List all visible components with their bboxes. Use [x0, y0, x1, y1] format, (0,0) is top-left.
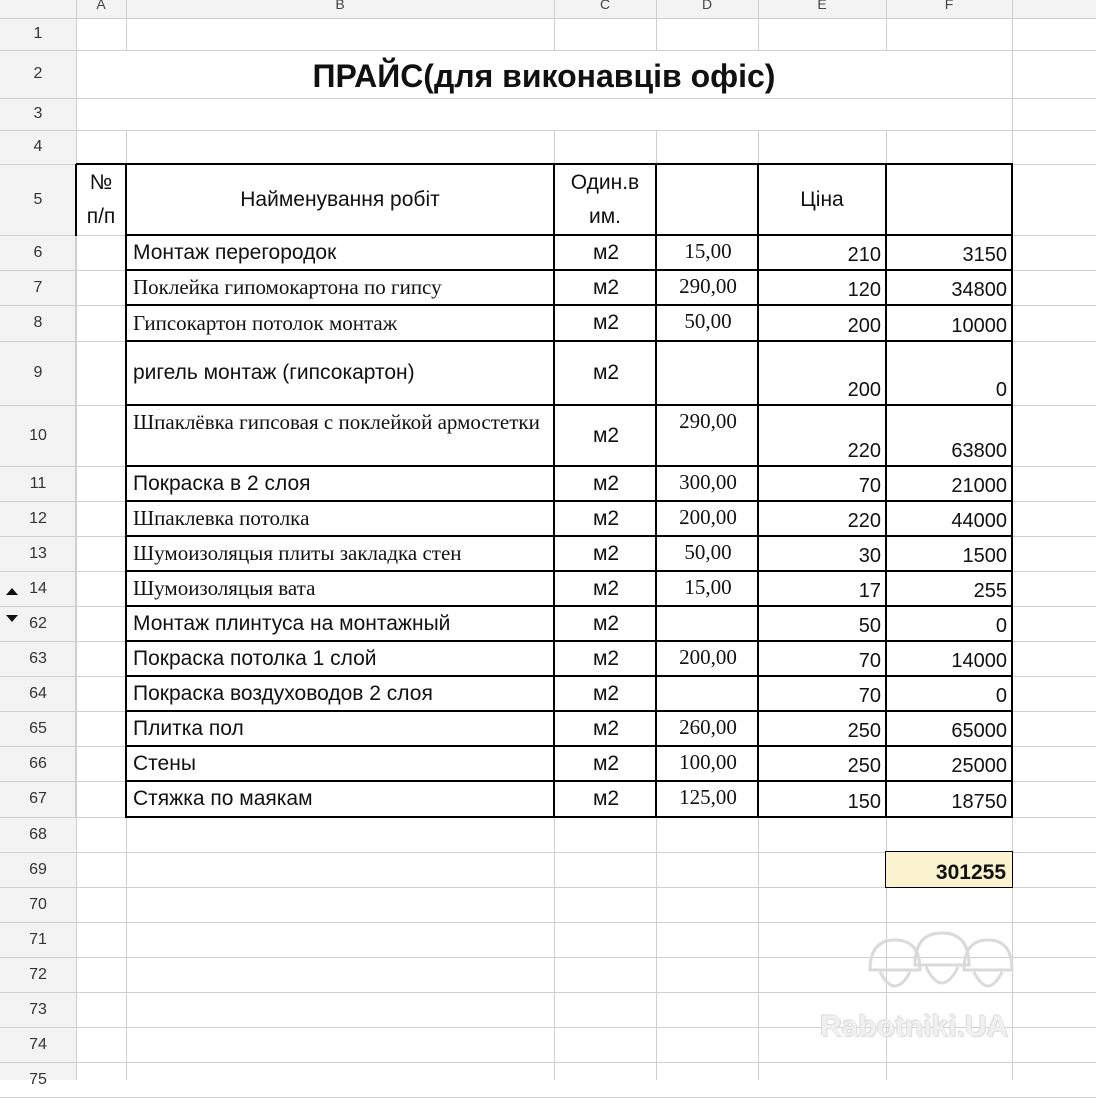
column-header-b[interactable]: B: [335, 0, 345, 12]
unit-cell[interactable]: м2: [592, 752, 620, 775]
quantity-cell[interactable]: 50,00: [684, 540, 732, 564]
column-header-a[interactable]: A: [96, 0, 106, 12]
unit-cell[interactable]: м2: [592, 577, 620, 600]
group-collapse-icon[interactable]: [6, 615, 18, 622]
row-number[interactable]: 13: [29, 545, 47, 562]
header-no[interactable]: [76, 166, 126, 234]
quantity-cell[interactable]: 260,00: [679, 715, 737, 739]
quantity-cell[interactable]: [658, 608, 758, 636]
work-name-cell[interactable]: Шумоизоляцыя плиты закладка стен: [133, 541, 462, 565]
table-border-v: [553, 164, 555, 817]
sum-cell[interactable]: 1500: [962, 545, 1007, 567]
quantity-cell[interactable]: 125,00: [679, 785, 737, 809]
row-number[interactable]: 1: [33, 25, 43, 42]
row-number[interactable]: 67: [29, 790, 47, 807]
unit-cell[interactable]: м2: [592, 424, 620, 447]
work-name-cell[interactable]: Шпаклёвка гипсовая с поклейкой армостетки: [133, 410, 540, 434]
price-cell[interactable]: 200: [847, 379, 881, 401]
row-number[interactable]: 10: [29, 427, 47, 444]
h-gridline: [0, 130, 1096, 131]
h-gridline-title: [76, 98, 1012, 99]
row-number[interactable]: 72: [29, 966, 47, 983]
row-number[interactable]: 64: [29, 685, 47, 702]
h-gridline: [0, 922, 1096, 923]
work-name-cell[interactable]: Монтаж перегородок: [133, 241, 337, 264]
price-cell[interactable]: 250: [847, 720, 881, 742]
unit-cell[interactable]: м2: [592, 241, 620, 264]
quantity-cell[interactable]: 15,00: [684, 239, 732, 263]
price-cell[interactable]: 220: [847, 440, 881, 462]
quantity-cell[interactable]: 15,00: [684, 575, 732, 599]
row-number[interactable]: 2: [33, 65, 43, 82]
builders-helmet-icon: [860, 925, 1020, 1005]
header-price[interactable]: Ціна: [800, 188, 844, 211]
work-name-cell[interactable]: Монтаж плинтуса на монтажный: [133, 612, 451, 635]
row-number[interactable]: 8: [33, 314, 43, 331]
row-number[interactable]: 62: [29, 615, 47, 632]
price-cell[interactable]: 120: [847, 279, 881, 301]
sum-cell[interactable]: 18750: [951, 791, 1007, 813]
quantity-cell[interactable]: 50,00: [684, 309, 732, 333]
unit-cell[interactable]: м2: [592, 542, 620, 565]
sum-cell[interactable]: 21000: [951, 475, 1007, 497]
sheet-title[interactable]: ПРАЙС(для виконавців офіс): [312, 58, 776, 94]
row-number[interactable]: 75: [29, 1071, 47, 1088]
work-name-cell[interactable]: Покраска в 2 слоя: [133, 472, 311, 495]
row-number[interactable]: 7: [33, 279, 43, 296]
h-gridline: [0, 18, 1096, 19]
unit-cell[interactable]: м2: [592, 717, 620, 740]
price-cell[interactable]: 70: [858, 475, 881, 497]
price-cell[interactable]: 210: [847, 244, 881, 266]
work-name-cell[interactable]: Поклейка гипомокартона по гипсу: [133, 275, 442, 299]
sum-cell[interactable]: 0: [995, 379, 1007, 401]
work-name-cell[interactable]: Плитка пол: [133, 717, 244, 740]
work-name-cell[interactable]: Стяжка по маякам: [133, 787, 313, 810]
unit-cell[interactable]: м2: [592, 311, 620, 334]
price-cell[interactable]: 17: [858, 580, 881, 602]
work-name-cell[interactable]: Стены: [133, 752, 196, 775]
quantity-cell[interactable]: 290,00: [679, 409, 737, 433]
header-unit[interactable]: [554, 166, 656, 234]
sum-cell[interactable]: 0: [995, 615, 1007, 637]
quantity-cell[interactable]: 200,00: [679, 645, 737, 669]
price-cell[interactable]: 200: [847, 315, 881, 337]
header-no-line2: п/п: [86, 205, 116, 228]
row-number[interactable]: 5: [33, 191, 43, 208]
row-number[interactable]: 69: [29, 861, 47, 878]
quantity-cell[interactable]: 300,00: [679, 470, 737, 494]
row-number[interactable]: 65: [29, 720, 47, 737]
row-number[interactable]: 3: [33, 105, 43, 122]
quantity-cell[interactable]: 290,00: [679, 274, 737, 298]
work-name-cell[interactable]: Гипсокартон потолок монтаж: [133, 311, 398, 335]
row-number[interactable]: 9: [33, 364, 43, 381]
sum-cell[interactable]: 0: [995, 685, 1007, 707]
sum-cell[interactable]: 3150: [962, 244, 1007, 266]
unit-cell[interactable]: м2: [592, 612, 620, 635]
table-border-v: [125, 164, 127, 817]
row-number[interactable]: 4: [33, 138, 43, 155]
work-name-cell[interactable]: ригель монтаж (гипсокартон): [133, 361, 415, 384]
work-name-cell[interactable]: Покраска потолка 1 слой: [133, 647, 377, 670]
unit-cell[interactable]: м2: [592, 507, 620, 530]
header-unit-line1: Один.в: [570, 171, 640, 194]
row-number[interactable]: 11: [29, 475, 47, 492]
sum-cell[interactable]: 63800: [951, 440, 1007, 462]
header-work-name[interactable]: Найменування робіт: [240, 188, 440, 211]
row-number[interactable]: 68: [29, 826, 47, 843]
quantity-cell[interactable]: 200,00: [679, 505, 737, 529]
sum-cell[interactable]: 10000: [951, 315, 1007, 337]
price-cell[interactable]: 250: [847, 755, 881, 777]
header-no-line1: №: [89, 171, 113, 194]
table-border-v: [1011, 164, 1013, 817]
group-expand-icon[interactable]: [6, 588, 18, 595]
price-cell[interactable]: 50: [858, 615, 881, 637]
watermark: [810, 925, 1080, 1055]
total-value[interactable]: 301255: [935, 861, 1006, 884]
work-name-cell[interactable]: Покраска воздуховодов 2 слоя: [133, 682, 433, 705]
unit-cell[interactable]: м2: [592, 647, 620, 670]
row-number[interactable]: 74: [29, 1036, 47, 1053]
price-cell[interactable]: 70: [858, 650, 881, 672]
row-number[interactable]: 66: [29, 755, 47, 772]
column-header-f[interactable]: F: [944, 0, 954, 12]
sum-cell[interactable]: 25000: [951, 755, 1007, 777]
row-number[interactable]: 6: [33, 244, 43, 261]
table-border-v: [885, 164, 887, 817]
sum-cell[interactable]: 44000: [951, 510, 1007, 532]
table-border-h: [125, 163, 1013, 165]
sum-cell[interactable]: 14000: [951, 650, 1007, 672]
row-number[interactable]: 12: [29, 510, 47, 527]
sum-cell[interactable]: 34800: [951, 279, 1007, 301]
h-gridline: [0, 1062, 1096, 1063]
sum-cell[interactable]: 65000: [951, 720, 1007, 742]
sum-cell[interactable]: 255: [973, 580, 1007, 602]
row-number[interactable]: 14: [29, 580, 47, 597]
quantity-cell[interactable]: 100,00: [679, 750, 737, 774]
title-cell-extra: [77, 99, 1012, 130]
row-number[interactable]: 73: [29, 1001, 47, 1018]
unit-cell[interactable]: м2: [592, 361, 620, 384]
quantity-cell[interactable]: [658, 678, 758, 706]
column-header-e[interactable]: E: [817, 0, 827, 12]
unit-cell[interactable]: м2: [592, 682, 620, 705]
price-cell[interactable]: 30: [858, 545, 881, 567]
price-cell[interactable]: 150: [847, 791, 881, 813]
unit-cell[interactable]: м2: [592, 787, 620, 810]
row-number[interactable]: 71: [29, 931, 47, 948]
quantity-cell[interactable]: [658, 343, 758, 371]
price-cell[interactable]: 220: [847, 510, 881, 532]
price-cell[interactable]: 70: [858, 685, 881, 707]
column-header-c[interactable]: C: [599, 0, 611, 12]
header-unit-line2: им.: [588, 205, 621, 228]
no-col-left-grey: [75, 236, 77, 817]
unit-cell[interactable]: м2: [592, 276, 620, 299]
column-header-d[interactable]: D: [701, 0, 713, 12]
row-number[interactable]: 70: [29, 896, 47, 913]
watermark-text: Rabotniki.UA: [820, 1010, 1009, 1043]
work-name-cell[interactable]: Шпаклевка потолка: [133, 506, 310, 530]
unit-cell[interactable]: м2: [592, 472, 620, 495]
row-number[interactable]: 63: [29, 650, 47, 667]
work-name-cell[interactable]: Шумоизоляцыя вата: [133, 576, 316, 600]
table-border-h-top-no: [76, 163, 126, 165]
